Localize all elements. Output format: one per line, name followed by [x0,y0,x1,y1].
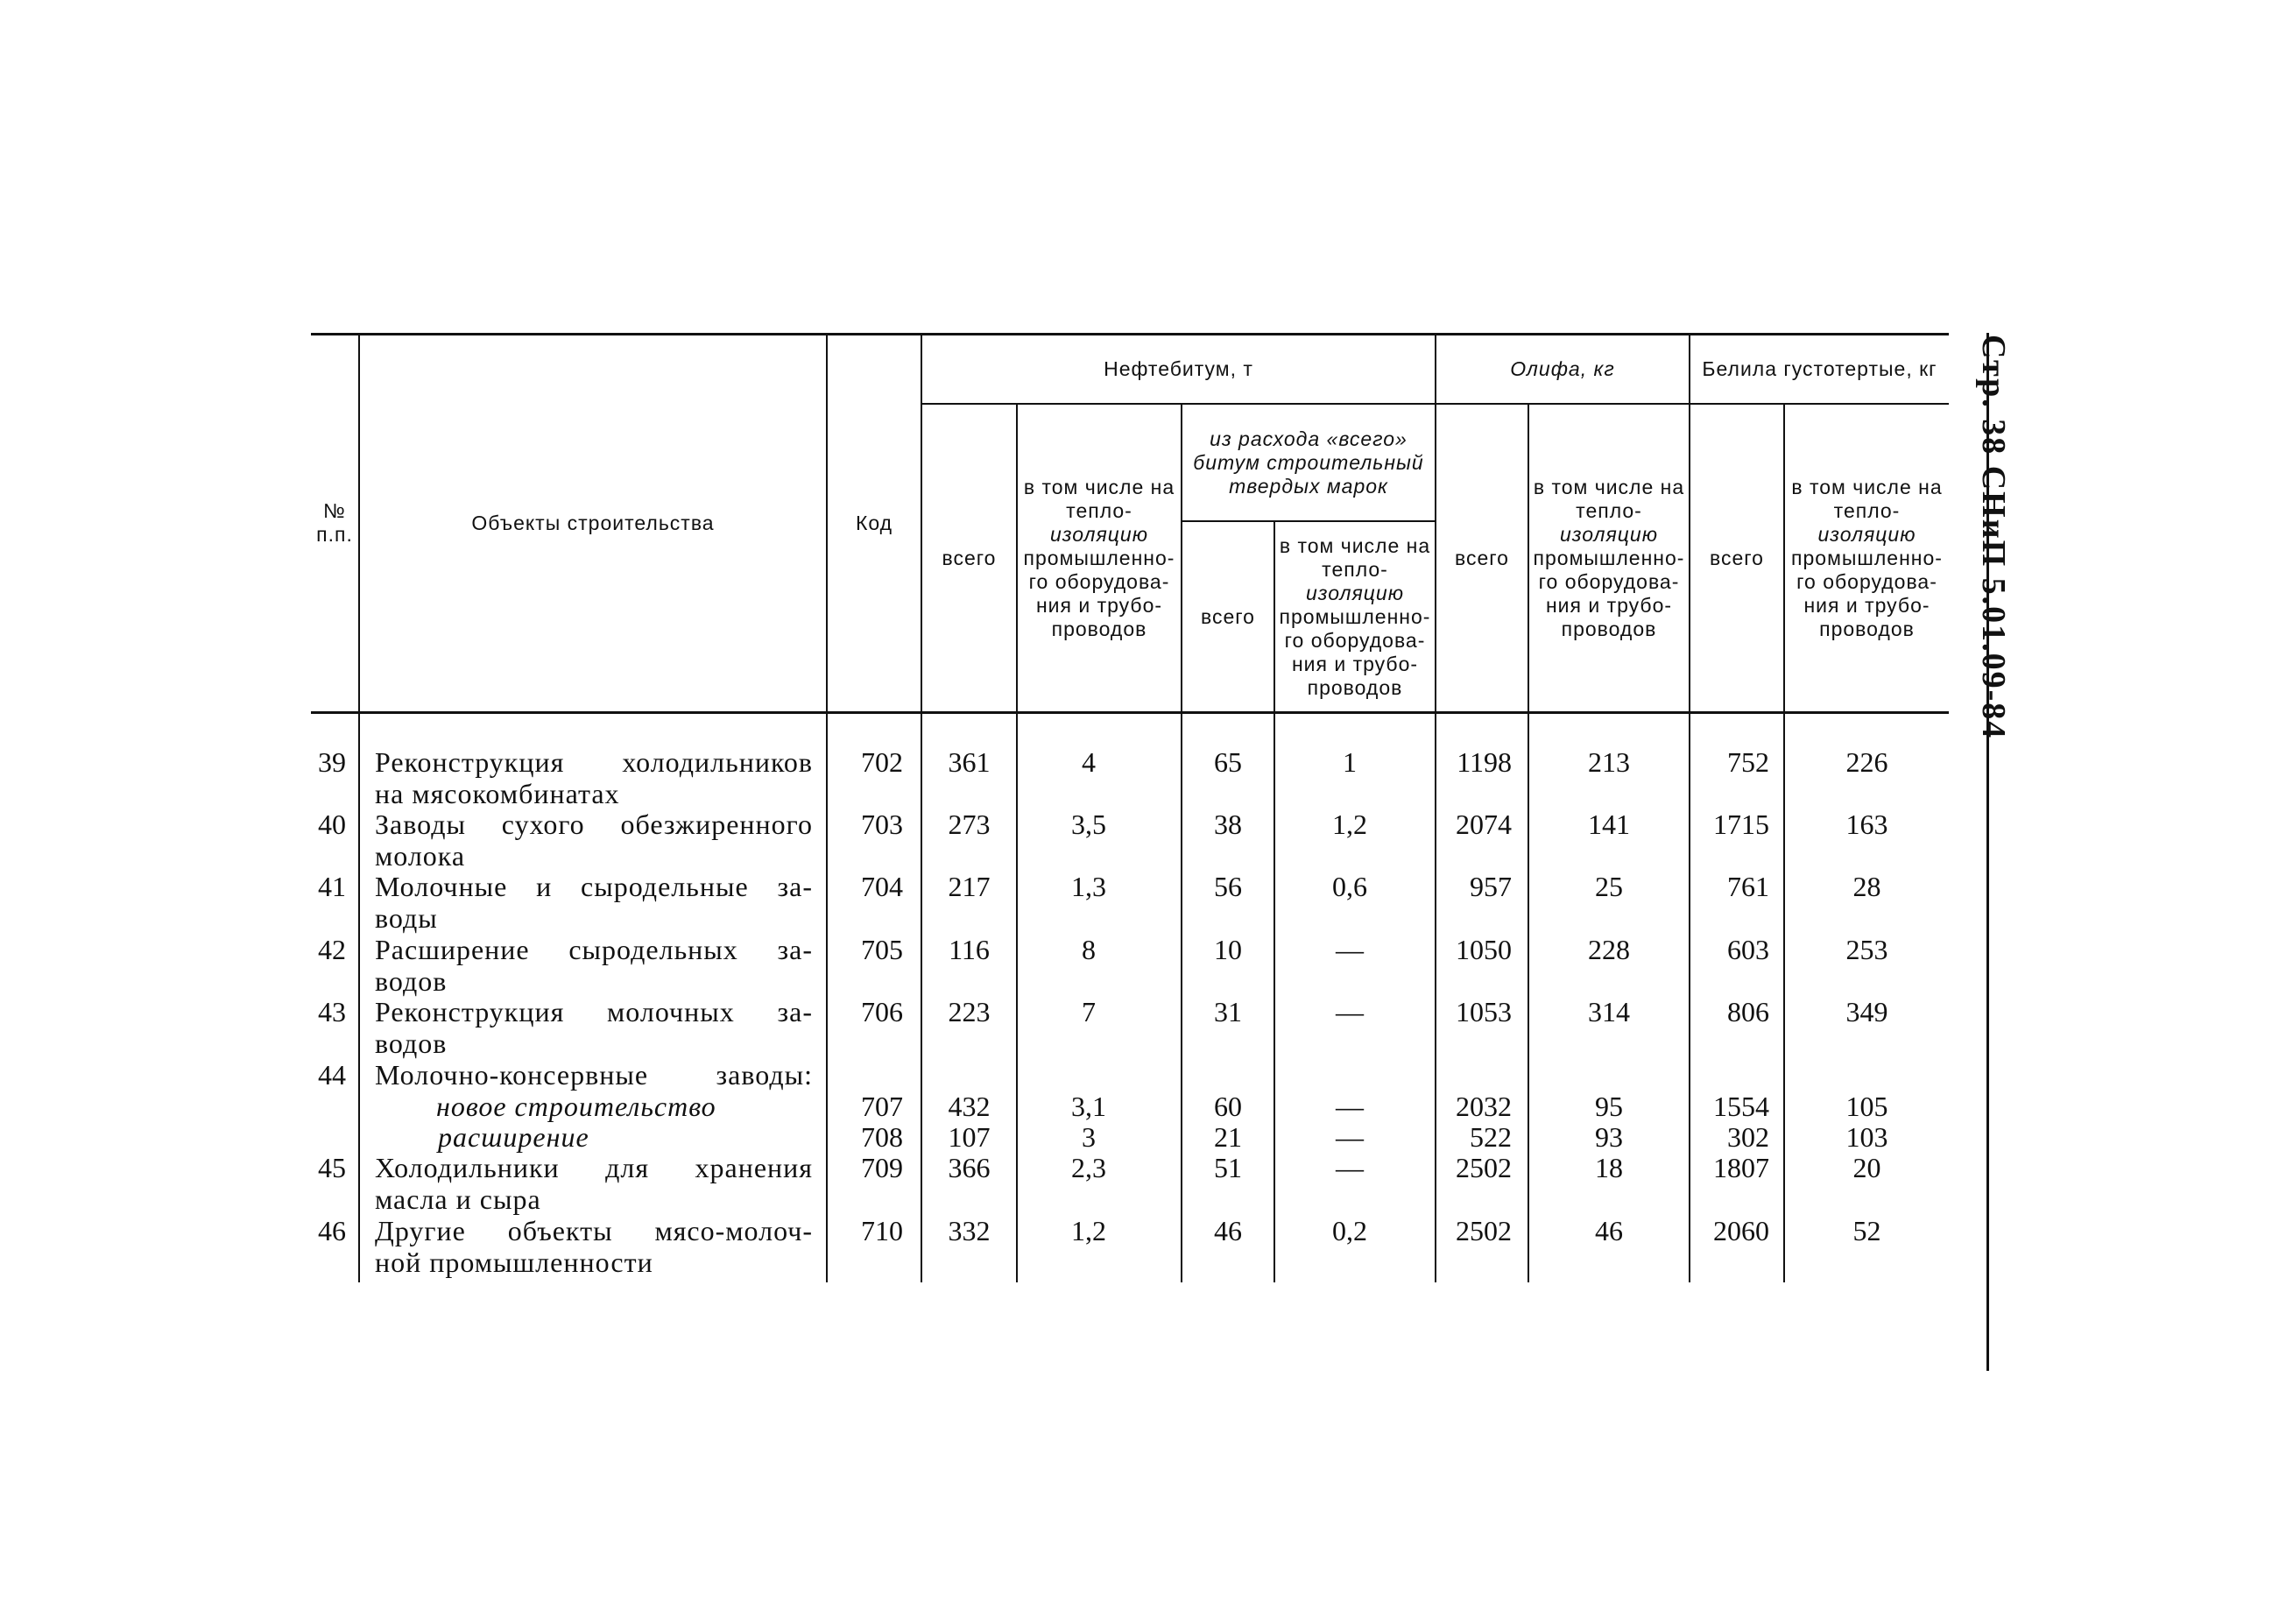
header-bs-total-text: всего [1201,604,1255,628]
cell-be-insul: 253 [1845,934,1888,965]
cell-bs-total: 21 [1214,1121,1242,1153]
cell-bs-total: 10 [1214,934,1242,965]
cell-nb-total: 273 [948,808,991,840]
cell-bs-insul: — [1336,1121,1364,1153]
cell-be-total: 1807 [1713,1152,1769,1183]
object-name [375,1059,813,1091]
cell-nb-total: 332 [948,1215,991,1246]
object-word: холодильников [622,746,813,778]
cell-ol-insul: 18 [1595,1152,1623,1183]
cell-bs-insul: 0,2 [1332,1215,1367,1246]
header-line-a: в том числе на тепло- [1279,533,1431,581]
object-name-line [375,1215,813,1246]
cell-bs-total: 46 [1214,1215,1242,1246]
object-name-line: водов [375,965,448,997]
cell-nb-insul: 2,3 [1071,1152,1106,1183]
cell-ol-insul: 228 [1588,934,1630,965]
object-word: для [605,1152,650,1183]
object-name [375,808,813,872]
object-name-line [375,934,813,965]
object-name-line: молока [375,840,466,872]
header-ol-total [1436,405,1528,711]
cell-ol-total: 2502 [1456,1152,1512,1183]
cell-ol-total: 2032 [1456,1091,1512,1122]
cell-code: 705 [861,934,903,965]
cell-be-total: 2060 [1713,1215,1769,1246]
cell-be-insul: 226 [1845,746,1888,778]
object-word: сыродельных [568,934,738,965]
cell-ol-total: 2502 [1456,1215,1512,1246]
cell-ol-total: 1053 [1456,996,1512,1027]
object-word: сухого [501,808,585,840]
header-bs-total [1182,522,1274,711]
cell-ol-total: 522 [1470,1121,1512,1153]
object-name [375,1215,813,1278]
cell-bs-total: 56 [1214,871,1242,902]
object-word: Реконструкция [375,996,565,1027]
cell-be-total: 761 [1727,871,1769,902]
row-number: 44 [318,1059,346,1091]
row-number: 41 [318,871,346,902]
object-word: сыродельные [581,871,749,902]
cell-ol-total: 1198 [1457,746,1512,778]
cell-nb-insul: 1,3 [1071,871,1106,902]
cell-nb-insul: 4 [1082,746,1096,778]
header-nb-total [922,405,1016,711]
cell-nb-insul: 3 [1082,1121,1096,1153]
header-line-c: промышленно-го оборудова-ния и трубо-проводов [1279,604,1431,699]
cell-be-insul: 28 [1852,871,1881,902]
header-code-text: Код [855,511,893,534]
object-name-line [375,746,813,778]
header-nb-insulation [1018,405,1181,711]
object-name [375,1121,813,1153]
object-name [375,996,813,1059]
object-word: обезжиренного [620,808,813,840]
object-name-line: на мясокомбинатах [375,778,620,809]
object-word: за- [777,934,813,965]
object-name-line: расширение [438,1121,589,1153]
cell-nb-total: 366 [948,1152,991,1183]
header-ol-total-text: всего [1455,546,1509,569]
header-be-total [1690,405,1783,711]
page-label [1975,335,2013,740]
cell-nb-total: 432 [948,1091,991,1122]
header-neftebitum [922,335,1435,403]
header-line-a: в том числе на тепло- [1533,475,1685,522]
object-word: за- [777,871,813,902]
cell-ol-insul: 95 [1595,1091,1623,1122]
header-line-b: изоляцию [1049,522,1148,546]
object-name-line [375,808,813,840]
row-number: 43 [318,996,346,1027]
object-name-line [375,996,813,1027]
object-name-line: воды [375,902,438,934]
object-word: Заводы [375,808,466,840]
cell-nb-total: 361 [948,746,991,778]
cell-nb-insul: 3,1 [1071,1091,1106,1122]
row-number: 39 [318,746,346,778]
cell-nb-insul: 3,5 [1071,808,1106,840]
header-num [311,335,358,711]
cell-code: 708 [861,1121,903,1153]
cell-bs-total: 60 [1214,1091,1242,1122]
row-number: 42 [318,934,346,965]
cell-ol-insul: 213 [1588,746,1630,778]
cell-nb-total: 223 [948,996,991,1027]
object-name [375,871,813,934]
cell-code: 706 [861,996,903,1027]
cell-ol-insul: 25 [1595,871,1623,902]
cell-bs-insul: 1 [1343,746,1357,778]
cell-bs-insul: 1,2 [1332,808,1367,840]
object-word: и [536,871,553,902]
cell-ol-total: 1050 [1456,934,1512,965]
cell-nb-insul: 8 [1082,934,1096,965]
cell-ol-insul: 314 [1588,996,1630,1027]
object-word: хранения [695,1152,813,1183]
object-name-line [375,1152,813,1183]
cell-nb-insul: 7 [1082,996,1096,1027]
cell-be-insul: 103 [1845,1121,1888,1153]
cell-ol-insul: 46 [1595,1215,1623,1246]
object-word: мясо-молоч- [654,1215,813,1246]
cell-bs-total: 38 [1214,808,1242,840]
header-be-insulation [1785,405,1949,711]
header-line-b: изоляцию [1817,522,1916,546]
cell-nb-insul: 1,2 [1071,1215,1106,1246]
header-line-b: изоляцию [1305,581,1404,604]
cell-be-insul: 163 [1845,808,1888,840]
object-word: Расширение [375,934,530,965]
object-word: за- [777,996,813,1027]
cell-be-total: 1554 [1713,1091,1769,1122]
header-ol-insulation [1529,405,1689,711]
header-olifa [1436,335,1689,403]
cell-be-insul: 20 [1852,1152,1881,1183]
object-name-line [375,1059,813,1091]
cell-bs-insul: — [1336,934,1364,965]
object-name-line: новое строительство [436,1091,716,1122]
object-name [375,934,813,997]
cell-bs-insul: — [1336,1152,1364,1183]
cell-be-total: 603 [1727,934,1769,965]
header-objects [360,335,826,711]
header-line-a: в том числе на тепло- [1023,475,1175,522]
header-belila-text: Белила густотертые, кг [1702,357,1937,380]
header-line-b: изоляцию [1559,522,1658,546]
cell-bs-total: 51 [1214,1152,1242,1183]
header-line-a: в том числе на тепло- [1791,475,1943,522]
cell-code: 704 [861,871,903,902]
header-bitumen-stroit [1182,405,1435,520]
header-nb-insulation-text [1018,476,1181,641]
cell-be-insul: 52 [1852,1215,1881,1246]
object-name-line [375,871,813,902]
cell-nb-total: 107 [948,1121,991,1153]
object-word: Реконструкция [375,746,565,778]
cell-ol-total: 2074 [1456,808,1512,840]
object-name-line: водов [375,1027,448,1059]
object-name [375,1152,813,1215]
cell-code: 710 [861,1215,903,1246]
object-word: объекты [507,1215,613,1246]
object-word: Молочно-консервные [375,1059,649,1091]
cell-ol-insul: 93 [1595,1121,1623,1153]
header-num-text: № п.п. [316,499,353,546]
cell-bs-insul: — [1336,996,1364,1027]
row-number: 45 [318,1152,346,1183]
header-bs-insulation-text [1275,534,1435,700]
object-word: молочных [607,996,735,1027]
object-word: заводы: [716,1059,813,1091]
header-code [828,335,921,711]
cell-be-total: 302 [1727,1121,1769,1153]
header-line-c: промышленно-го оборудова-ния и трубо-проводов [1791,546,1943,640]
row-number: 40 [318,808,346,840]
cell-bs-insul: — [1336,1091,1364,1122]
cell-be-insul: 105 [1845,1091,1888,1122]
cell-ol-insul: 141 [1588,808,1630,840]
header-belila [1690,335,1949,403]
object-name-line: масла и сыра [375,1183,541,1215]
cell-code: 707 [861,1091,903,1122]
page-label-text: Стр. 38 СНиП 5.01.09-84 [1975,335,2012,740]
header-be-total-text: всего [1710,546,1764,569]
cell-be-total: 752 [1727,746,1769,778]
header-neftebitum-text: Нефтебитум, т [1104,357,1253,380]
header-olifa-text: Олифа, кг [1510,357,1615,380]
cell-be-total: 1715 [1713,808,1769,840]
cell-be-insul: 349 [1845,996,1888,1027]
row-number: 46 [318,1215,346,1246]
cell-be-total: 806 [1727,996,1769,1027]
cell-nb-total: 116 [949,934,990,965]
header-bs-insulation [1275,522,1435,711]
header-line-c: промышленно-го оборудова-ния и трубо-проводов [1533,546,1685,640]
cell-code: 709 [861,1152,903,1183]
header-bitumen-stroit-text: из расхода «всего» битум строительный твердых марок [1193,427,1424,498]
object-name-line: ной промышленности [375,1246,653,1278]
header-be-insulation-text [1785,476,1949,641]
object-word: Холодильники [375,1152,560,1183]
cell-bs-insul: 0,6 [1332,871,1367,902]
object-name [375,1091,813,1122]
cell-bs-total: 31 [1214,996,1242,1027]
cell-nb-total: 217 [948,871,991,902]
cell-code: 702 [861,746,903,778]
header-line-c: промышленно-го оборудова-ния и трубо-проводов [1023,546,1175,640]
header-objects-text: Объекты строительства [471,511,715,534]
header-ol-insulation-text [1529,476,1689,641]
object-name [375,746,813,809]
cell-code: 703 [861,808,903,840]
object-word: Другие [375,1215,466,1246]
header-bottom-rule [311,711,1949,714]
object-word: Молочные [375,871,508,902]
cell-bs-total: 65 [1214,746,1242,778]
header-nb-total-text: всего [942,546,997,569]
cell-ol-total: 957 [1470,871,1512,902]
